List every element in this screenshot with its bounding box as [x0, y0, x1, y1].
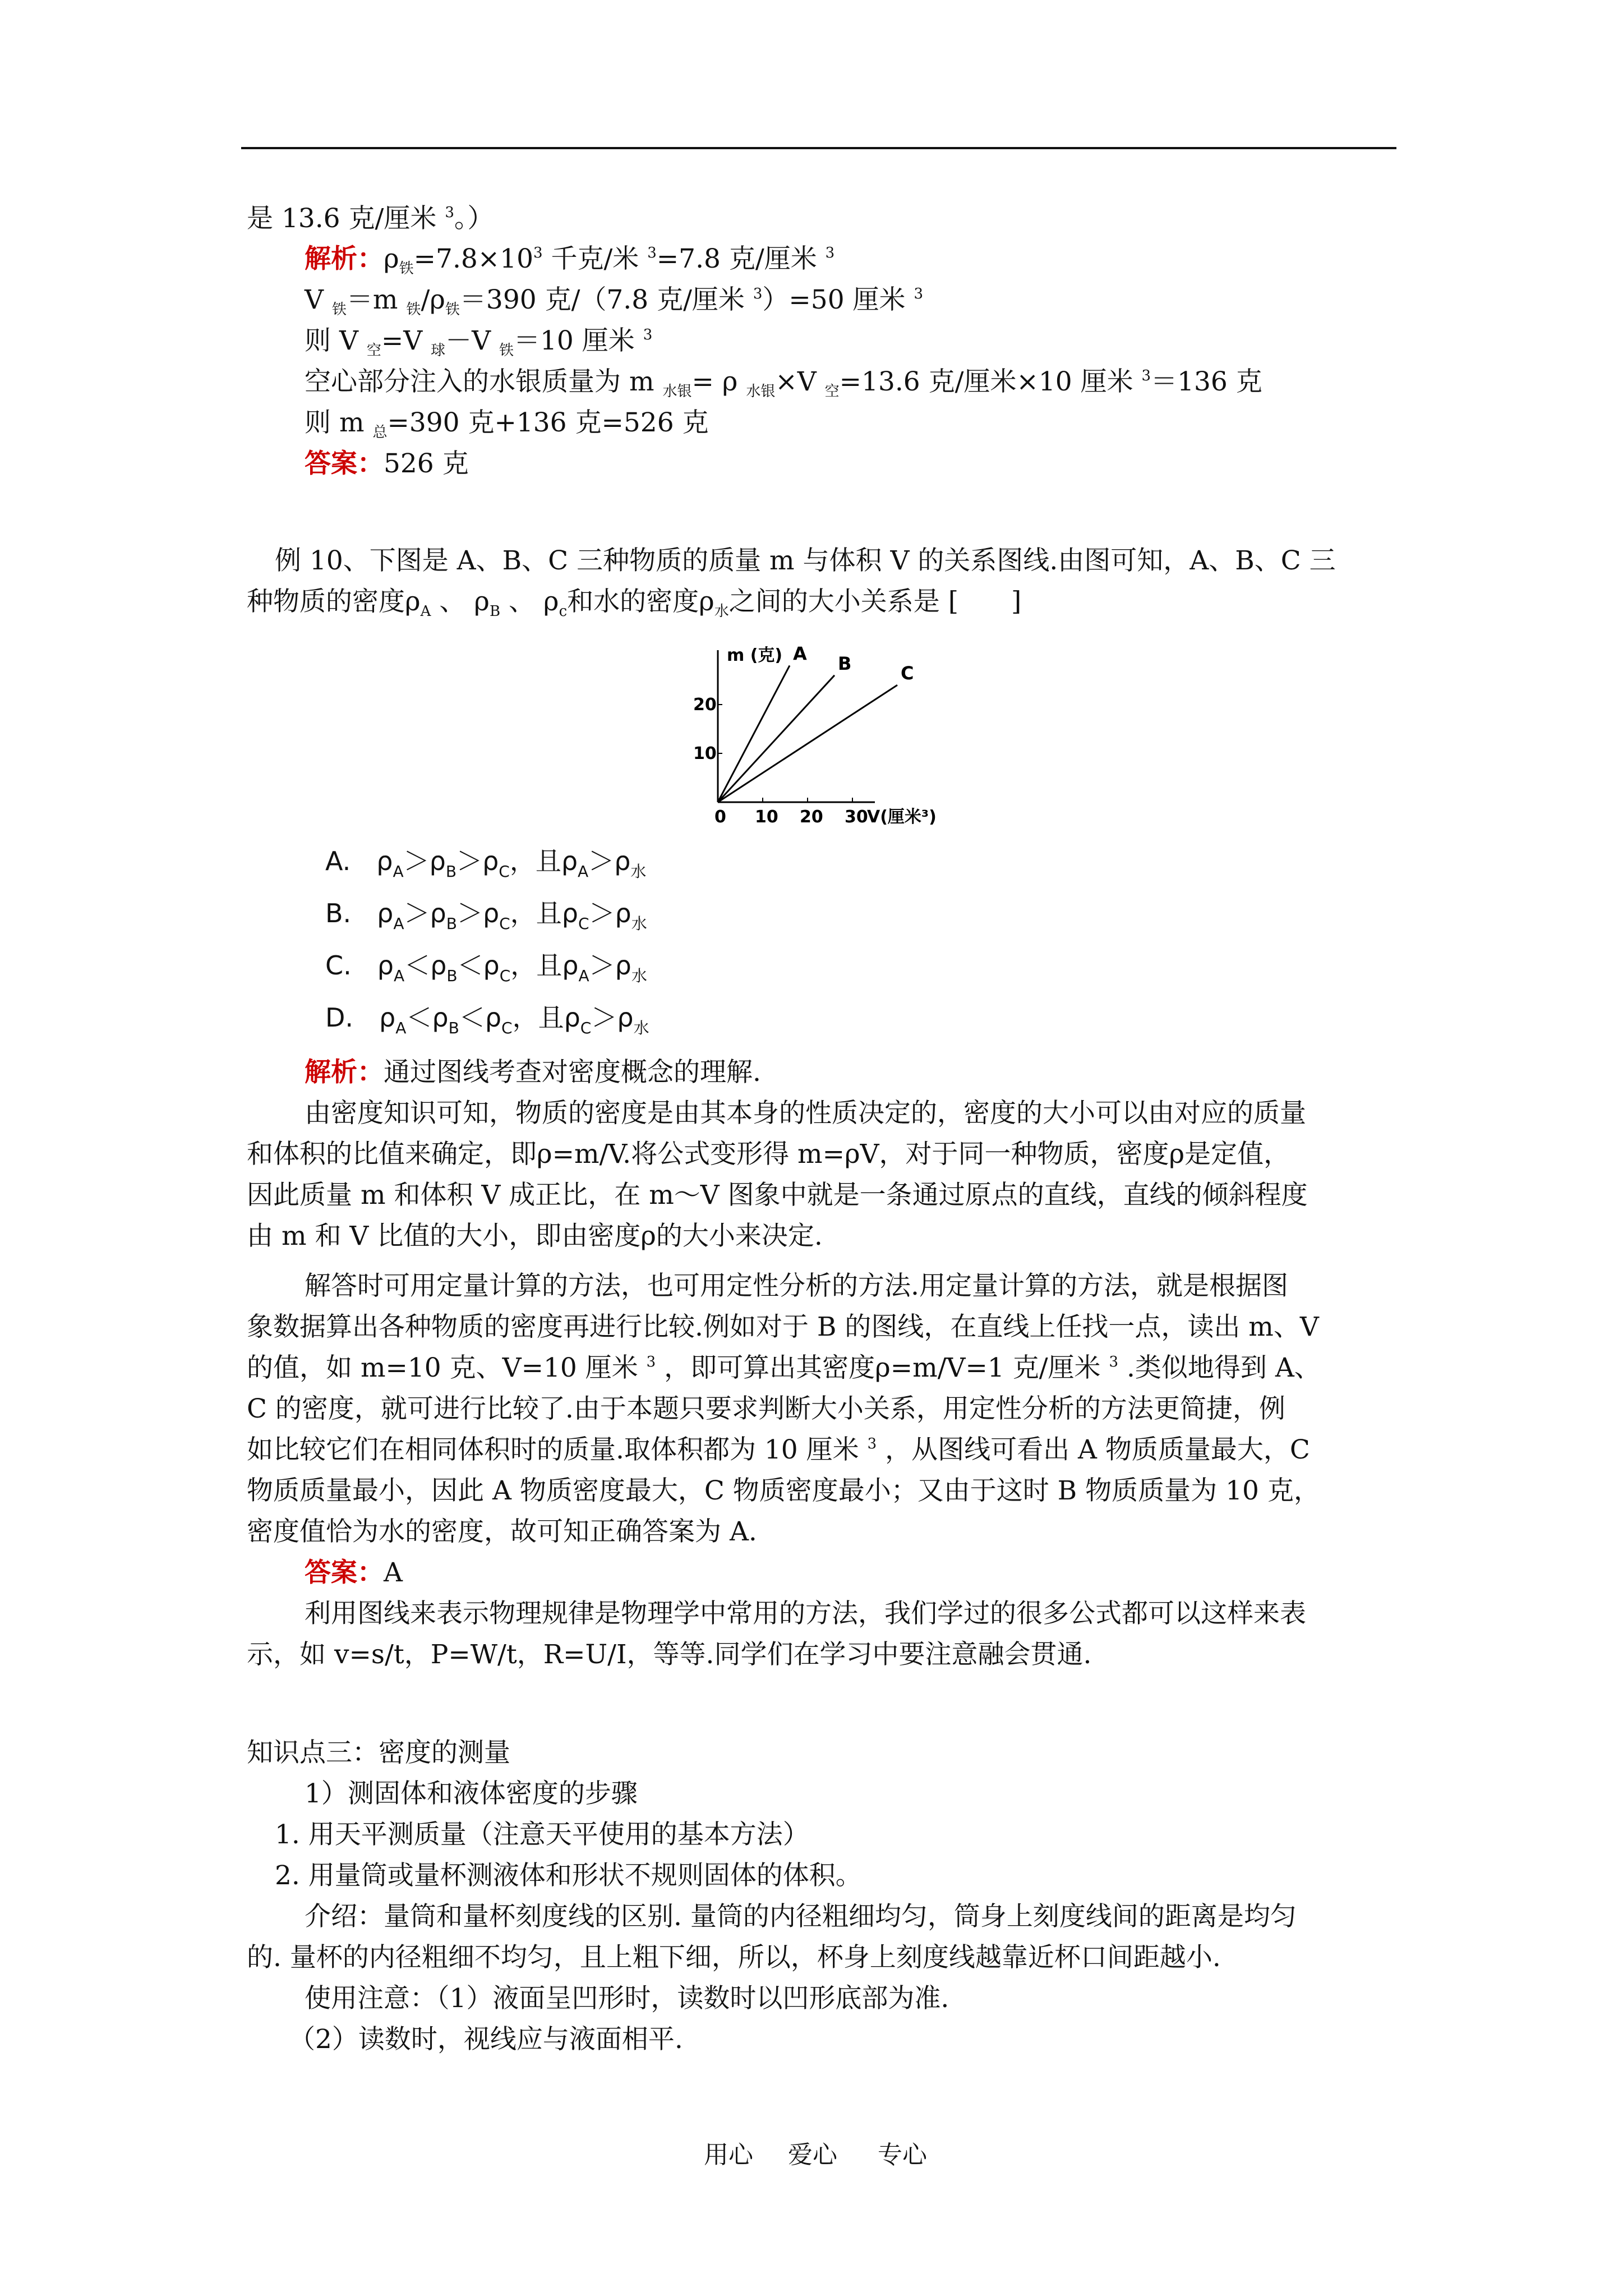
series-line-b: [718, 675, 834, 802]
text-line: V $_铁$＝m $_铁/\rho_铁=390$ 克/（7.8 克/厘米 $^3$）=50 厘米 $^3$: [305, 284, 924, 318]
paragraph-line: 密度值恰为水的密度，故可知正确答案为 A.: [247, 1516, 757, 1547]
option-b: B. $\rho_A>\rho_B>\rho_C$，且$\rho_C>\rho_水$: [325, 898, 647, 933]
paragraph-line: （2）读数时，视线应与液面相平.: [289, 2024, 683, 2055]
paragraph-line: 介绍：量筒和量杯刻度线的区别. 量筒的内径粗细均匀，筒身上刻度线间的距离是均匀: [305, 1901, 1297, 1932]
y-axis-label: m (克): [727, 646, 783, 665]
paragraph-line: 和体积的比值来确定，即ρ=m/V.将公式变形得 m=ρV，对于同一种物质，密度ρ是定值，: [247, 1139, 1290, 1170]
paragraph-line: C 的密度，就可进行比较了.由于本题只要求判断大小关系，用定性分析的方法更简捷，例: [247, 1393, 1285, 1424]
paragraph-line: 由密度知识可知，物质的密度是由其本身的性质决定的，密度的大小可以由对应的质量: [305, 1098, 1306, 1129]
analysis-text: 通过图线考查对密度概念的理解.: [384, 1057, 761, 1088]
analysis-line: 解析：$\rho_铁=7.8\times 10^3$ 千克/米 $^3$=7.8 克/厘米 $^3$: [305, 243, 835, 277]
answer-value: A: [384, 1557, 403, 1588]
series-label-c: C: [901, 662, 914, 684]
answer-line: [305, 1556, 403, 1590]
x-tick-label: 20: [800, 807, 823, 827]
list-item: 1. 用天平测质量（注意天平使用的基本方法）: [275, 1819, 809, 1850]
series-line-a: [718, 665, 790, 802]
text-line: 是 13.6 克/厘米 $^3$。）: [247, 203, 494, 234]
paragraph-line: 示，如 v=s/t，P=W/t，R=U/I，等等.同学们在学习中要注意融会贯通.: [247, 1639, 1092, 1670]
option-d: D. $\rho_A<\rho_B<\rho_C$，且$\rho_C>\rho_水$: [325, 1002, 649, 1037]
y-tick-label: 20: [693, 695, 717, 715]
series-label-a: A: [793, 643, 807, 665]
paragraph-line: 象数据算出各种物质的密度再进行比较.例如对于 B 的图线，在直线上任找一点，读出 m、V: [247, 1312, 1319, 1342]
series-label-b: B: [838, 652, 852, 674]
m-v-chart: [684, 639, 998, 830]
footer-text: 爱心: [788, 2141, 837, 2169]
answer-line: [305, 447, 469, 481]
list-item: 2. 用量筒或量杯测液体和形状不规则固体的体积。: [275, 1860, 862, 1891]
x-tick-label: 10: [755, 807, 778, 827]
text-line: 则 m $_总$=390 克+136 克=526 克: [305, 407, 709, 441]
series-line-c: [718, 685, 897, 802]
analysis-line: [305, 1056, 761, 1089]
text-line: 空心部分注入的水银质量为 m $_{水银}$= ρ $_{水银}$×V $_空$=13.6 克/厘米×10 厘米 $^3$＝136 克: [305, 366, 1262, 400]
x-tick-label: 30: [845, 807, 868, 827]
paragraph-line: 物质质量最小，因此 A 物质密度最大，C 物质密度最小；又由于这时 B 物质质量为 10 克，: [247, 1475, 1320, 1506]
footer-text: 专心: [878, 2141, 927, 2169]
answer-label: 答案：: [305, 1557, 384, 1588]
text-line: 则 V $_空$=V $_球$－V $_铁$＝10 厘米 $^3$: [305, 325, 653, 359]
paragraph-line: 的值，如 m=10 克、V=10 厘米 $^3$ ，即可算出其密度ρ=m/V=1 克/厘米 $^3$ .类似地得到 A、: [247, 1352, 1321, 1383]
answer-label: 答案：: [305, 448, 384, 479]
paragraph-line: 使用注意：（1）液面呈凹形时，读数时以凹形底部为准.: [305, 1983, 949, 2014]
list-item: 1）测固体和液体密度的步骤: [305, 1778, 638, 1809]
option-c: C. $\rho_A<\rho_B<\rho_C$，且$\rho_A>\rho_水$: [325, 950, 647, 985]
header-rule: [241, 147, 1396, 149]
paragraph-line: 的. 量杯的内径粗细不均匀，且上粗下细，所以，杯身上刻度线越靠近杯口间距越小.: [247, 1942, 1221, 1973]
paragraph-line: 因此质量 m 和体积 V 成正比，在 m～V 图象中就是一条通过原点的直线，直线的倾斜程度: [247, 1180, 1308, 1211]
paragraph-line: 利用图线来表示物理规律是物理学中常用的方法，我们学过的很多公式都可以这样来表: [305, 1598, 1306, 1629]
analysis-label: 解析：: [305, 1057, 384, 1088]
analysis-label: 解析：: [305, 243, 384, 274]
paragraph-line: 如比较它们在相同体积时的质量.取体积都为 10 厘米 $^3$ ，从图线可看出 A 物质质量最大，C: [247, 1434, 1310, 1465]
answer-value: 526 克: [384, 448, 469, 479]
x-axis-label: V(厘米³): [867, 807, 937, 827]
x-tick-label: 0: [714, 807, 726, 827]
footer-text: 用心: [704, 2141, 753, 2169]
example-title-line: 例 10、下图是 A、B、C 三种物质的质量 m 与体积 V 的关系图线.由图可知，A、B、C 三: [275, 545, 1336, 576]
y-tick-label: 10: [693, 744, 717, 763]
paragraph-line: 由 m 和 V 比值的大小，即由密度ρ的大小来决定.: [247, 1221, 823, 1251]
section-heading: 知识点三：密度的测量: [247, 1737, 510, 1768]
question-line: 种物质的密度$\rho_A$ 、 $\rho_B$ 、 $\rho_c$和水的密度$\rho_水$之间的大小关系是 [ ]: [247, 586, 1022, 620]
option-a: A. $\rho_A>\rho_B>\rho_C$，且$\rho_A>\rho_水$: [325, 846, 647, 881]
paragraph-line: 解答时可用定量计算的方法，也可用定性分析的方法.用定量计算的方法，就是根据图: [305, 1271, 1288, 1301]
